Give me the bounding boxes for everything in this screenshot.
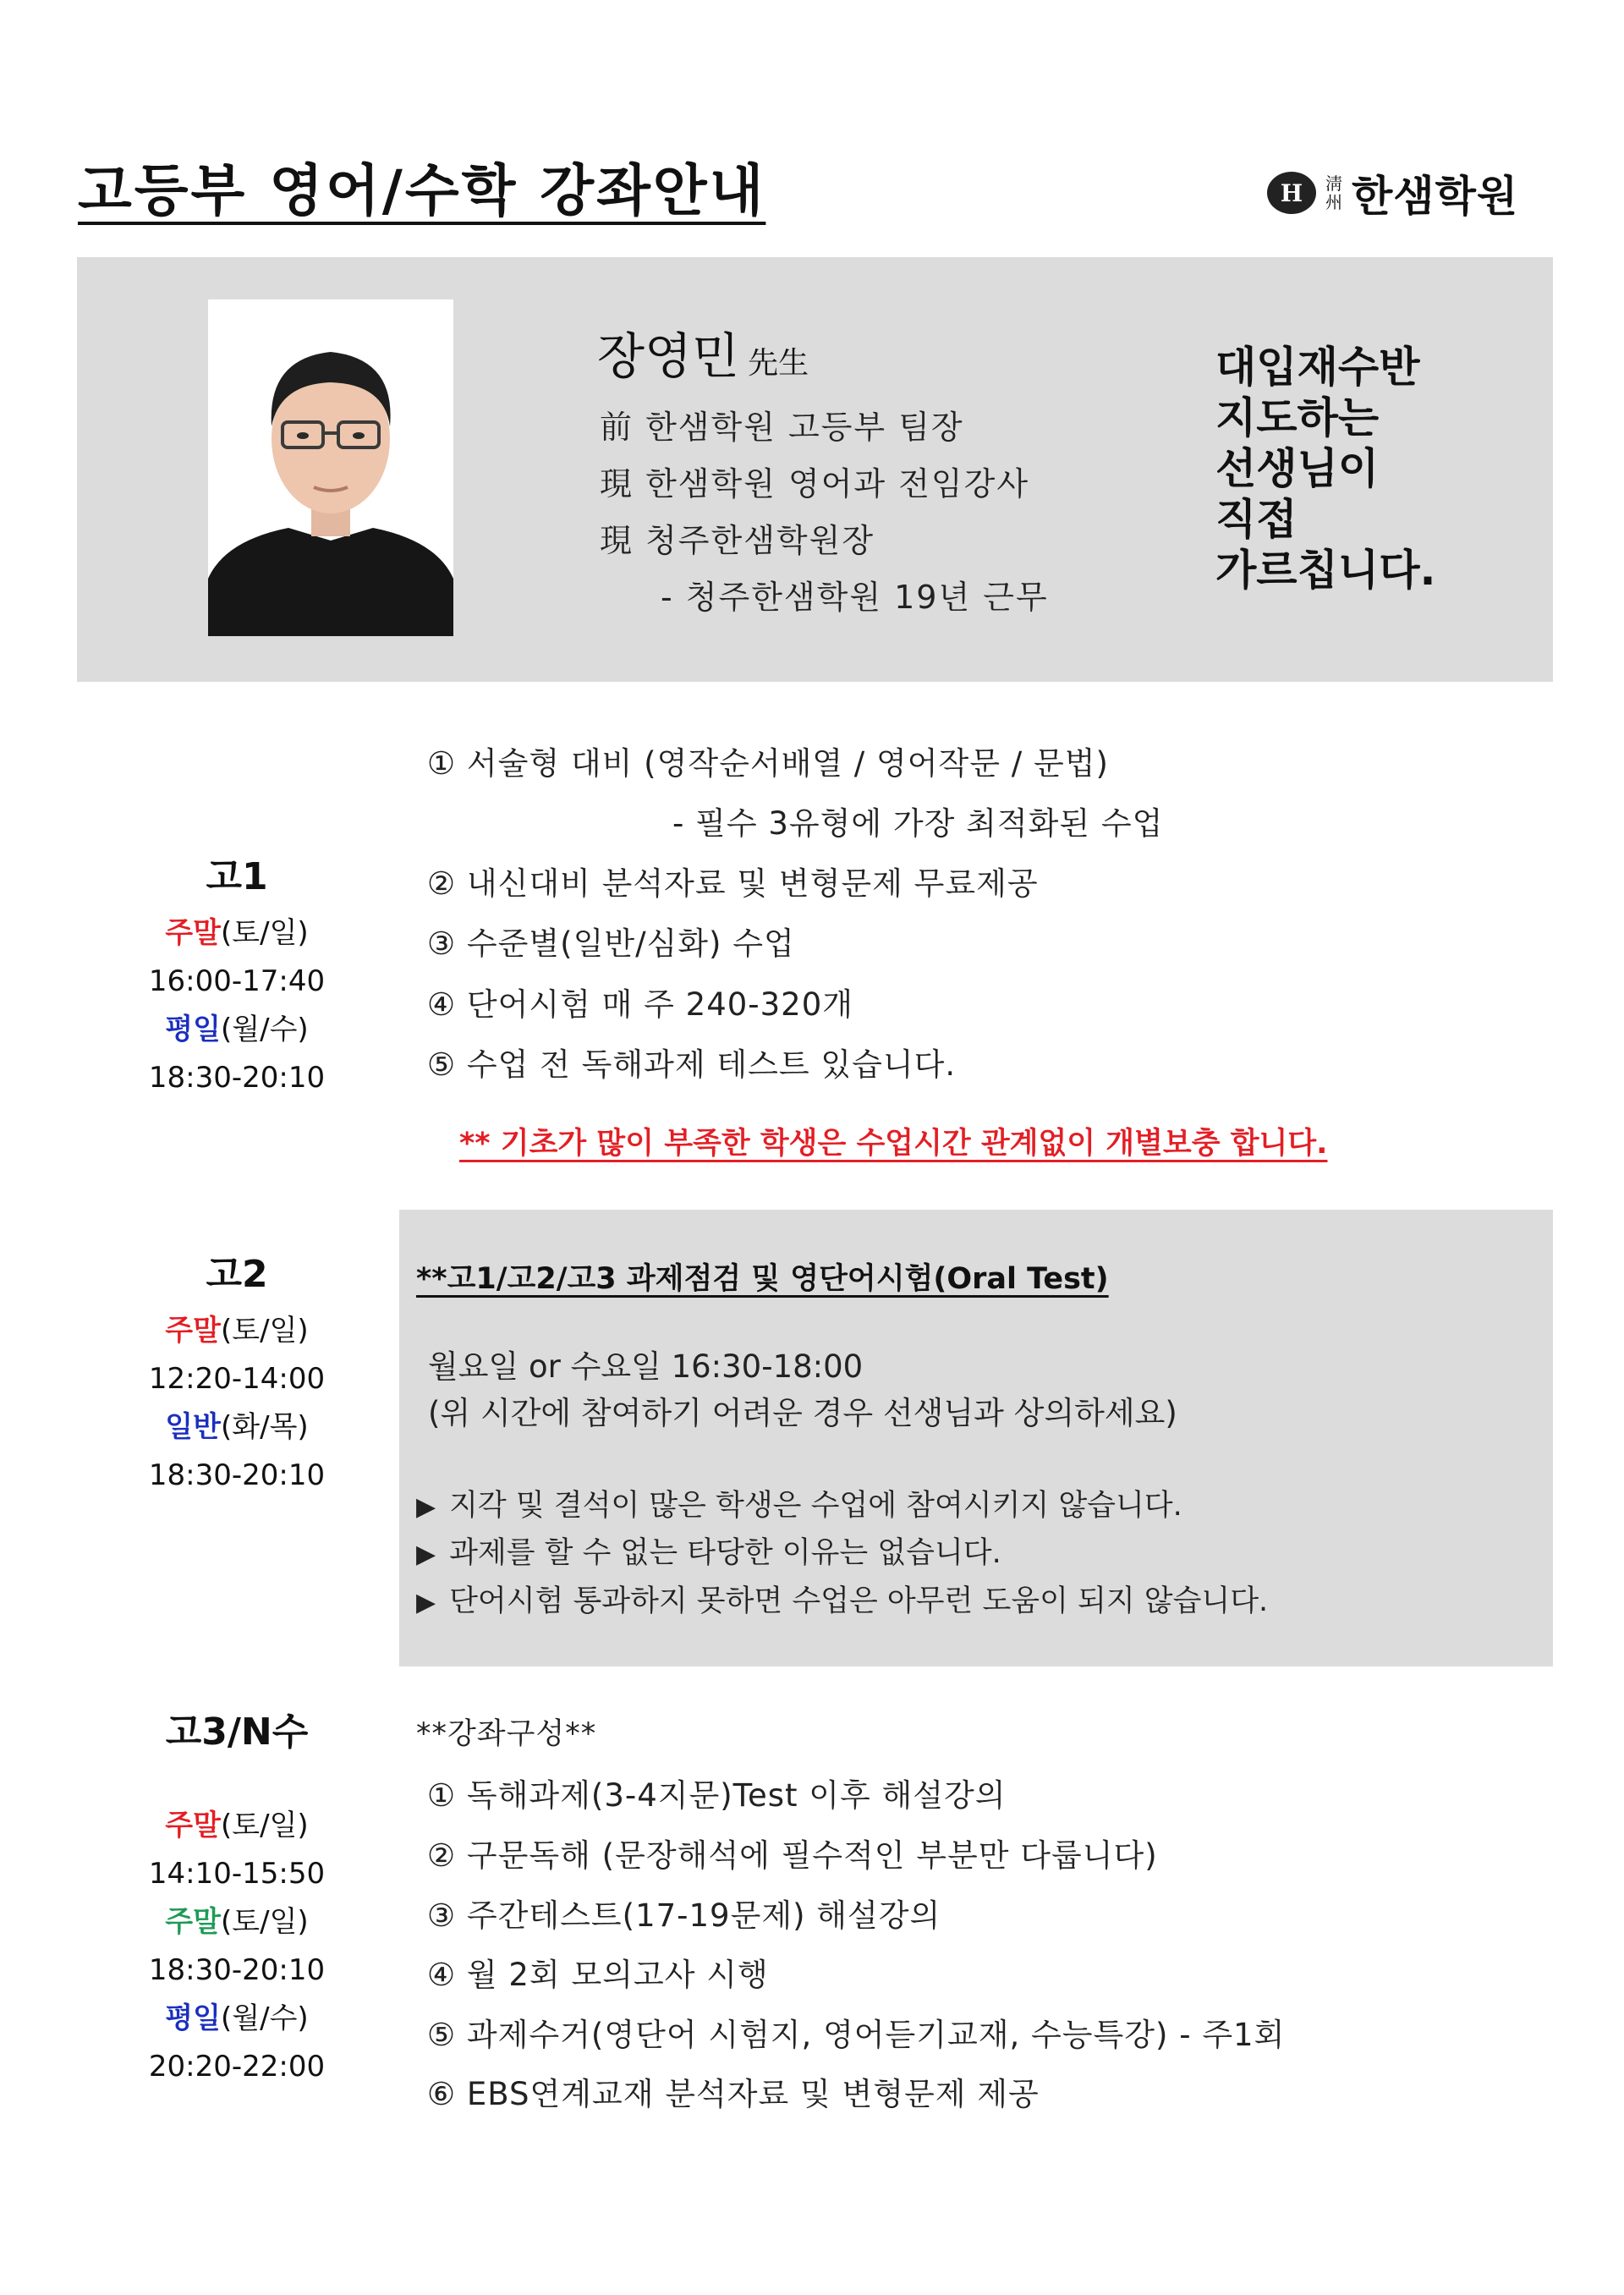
- grade3-item: ④ 월 2회 모의고사 시행: [427, 1957, 769, 1993]
- logo-region: [1323, 174, 1345, 211]
- schedule-slot: [102, 1307, 372, 1355]
- schedule-days: (토/일): [221, 1314, 309, 1348]
- triangle-bullet-icon: ▶: [416, 1540, 436, 1569]
- slogan-line: 선생님이: [1215, 444, 1380, 493]
- oral-test-heading: **고1/고2/고3 과제점검 및 영단어시험(Oral Test): [416, 1262, 1109, 1296]
- slogan-line: 가르칩니다.: [1215, 546, 1436, 595]
- grade1-item: ④ 단어시험 매 주 240-320개: [427, 986, 854, 1023]
- schedule-days: (토/일): [221, 1905, 309, 1939]
- oral-test-time: 월요일 or 수요일 16:30-18:00: [428, 1348, 864, 1385]
- triangle-bullet-icon: ▶: [416, 1588, 436, 1617]
- rule-item: [416, 1482, 1182, 1524]
- teacher-name-text: 장영민: [597, 327, 740, 385]
- grade1-item: ③ 수준별(일반/심화) 수업: [427, 925, 795, 962]
- grade1-schedule: [102, 852, 372, 1102]
- grade1-title: 고1: [206, 855, 268, 898]
- schedule-time: 12:20-14:00: [148, 1362, 326, 1396]
- schedule-days: (토/일): [221, 916, 309, 950]
- schedule-days: (화/목): [221, 1410, 309, 1444]
- slogan-line: 지도하는: [1215, 393, 1380, 442]
- grade3-schedule: [102, 1707, 372, 2091]
- schedule-time: 18:30-20:10: [148, 1061, 326, 1095]
- rule-text: 단어시험 통과하지 못하면 수업은 아무런 도움이 되지 않습니다.: [449, 1584, 1269, 1618]
- schedule-label: 주말: [165, 1314, 221, 1348]
- grade3-heading: **강좌구성**: [416, 1717, 597, 1751]
- logo-region-top: 淸: [1325, 173, 1342, 194]
- rule-item: [416, 1529, 1001, 1572]
- career-line: - 청주한샘학원 19년 근무: [661, 579, 1049, 616]
- rule-item: [416, 1578, 1268, 1620]
- grade2-schedule: [102, 1249, 372, 1500]
- slogan-line: 직접: [1215, 495, 1298, 544]
- schedule-time: 14:10-15:50: [148, 1857, 326, 1891]
- oral-test-panel: [399, 1210, 1553, 1666]
- grade1-item: ① 서술형 대비 (영작순서배열 / 영어작문 / 문법): [427, 745, 1109, 782]
- schedule-days: (토/일): [221, 1809, 309, 1842]
- schedule-label: 주말: [165, 1905, 221, 1939]
- schedule-time: 20:20-22:00: [148, 2050, 326, 2084]
- logo-name: 한샘학원: [1352, 171, 1519, 221]
- schedule-time: 18:30-20:10: [148, 1458, 326, 1492]
- career-line: 現 청주한샘학원장: [600, 522, 875, 559]
- logo-region-bottom: 州: [1325, 192, 1342, 212]
- teacher-photo: [208, 299, 453, 636]
- page-title: 고등부 영어/수학 강좌안내: [78, 158, 766, 223]
- rule-text: 과제를 할 수 없는 타당한 이유는 없습니다.: [449, 1536, 1001, 1570]
- schedule-label: 일반: [165, 1410, 221, 1444]
- logo-mark-icon: H: [1267, 172, 1316, 214]
- grade3-title: 고3/N수: [165, 1710, 309, 1754]
- grade1-item: ② 내신대비 분석자료 및 변형문제 무료제공: [427, 865, 1039, 902]
- schedule-slot: [102, 1995, 372, 2043]
- slogan-line: 대입재수반: [1215, 343, 1420, 392]
- academy-logo: [1267, 159, 1518, 227]
- schedule-label: 평일: [165, 2001, 221, 2035]
- teacher-profile-panel: [77, 257, 1553, 682]
- schedule-slot: [102, 1898, 372, 1946]
- schedule-slot: [102, 1802, 372, 1850]
- grade3-item: ② 구문독해 (문장해석에 필수적인 부분만 다룹니다): [427, 1837, 1158, 1874]
- grade3-item: ⑤ 과제수거(영단어 시험지, 영어듣기교재, 수능특강) - 주1회: [427, 2017, 1286, 2053]
- grade3-item: ③ 주간테스트(17-19문제) 해설강의: [427, 1897, 941, 1934]
- schedule-days: (월/수): [221, 1013, 309, 1046]
- rule-text: 지각 및 결석이 많은 학생은 수업에 참여시키지 않습니다.: [449, 1489, 1182, 1523]
- teacher-portrait-icon: [208, 299, 453, 636]
- career-line: 現 한샘학원 영어과 전임강사: [600, 465, 1030, 502]
- schedule-time: 16:00-17:40: [148, 964, 326, 998]
- grade2-title: 고2: [206, 1253, 268, 1296]
- teacher-name: [597, 316, 809, 387]
- grade1-item: ⑤ 수업 전 독해과제 테스트 있습니다.: [427, 1046, 957, 1083]
- schedule-slot: [102, 909, 372, 958]
- schedule-label: 평일: [165, 1013, 221, 1046]
- grade1-item: - 필수 3유형에 가장 최적화된 수업: [672, 805, 1164, 842]
- oral-test-consult: (위 시간에 참여하기 어려운 경우 선생님과 상의하세요): [428, 1395, 1177, 1431]
- career-line: 前 한샘학원 고등부 팀장: [600, 409, 964, 446]
- triangle-bullet-icon: ▶: [416, 1492, 436, 1522]
- grade3-item: ① 독해과제(3-4지문)Test 이후 해설강의: [427, 1777, 1007, 1814]
- schedule-time: 18:30-20:10: [148, 1953, 326, 1987]
- teacher-honorific: 先生: [748, 346, 809, 381]
- slogan: [1215, 342, 1436, 596]
- schedule-label: 주말: [165, 916, 221, 950]
- schedule-slot: [102, 1403, 372, 1452]
- schedule-label: 주말: [165, 1809, 221, 1842]
- schedule-slot: [102, 1006, 372, 1054]
- grade3-item: ⑥ EBS연계교재 분석자료 및 변형문제 제공: [427, 2076, 1040, 2112]
- supplement-notice: ** 기초가 많이 부족한 학생은 수업시간 관계없이 개별보충 합니다.: [459, 1127, 1328, 1161]
- schedule-days: (월/수): [221, 2001, 309, 2035]
